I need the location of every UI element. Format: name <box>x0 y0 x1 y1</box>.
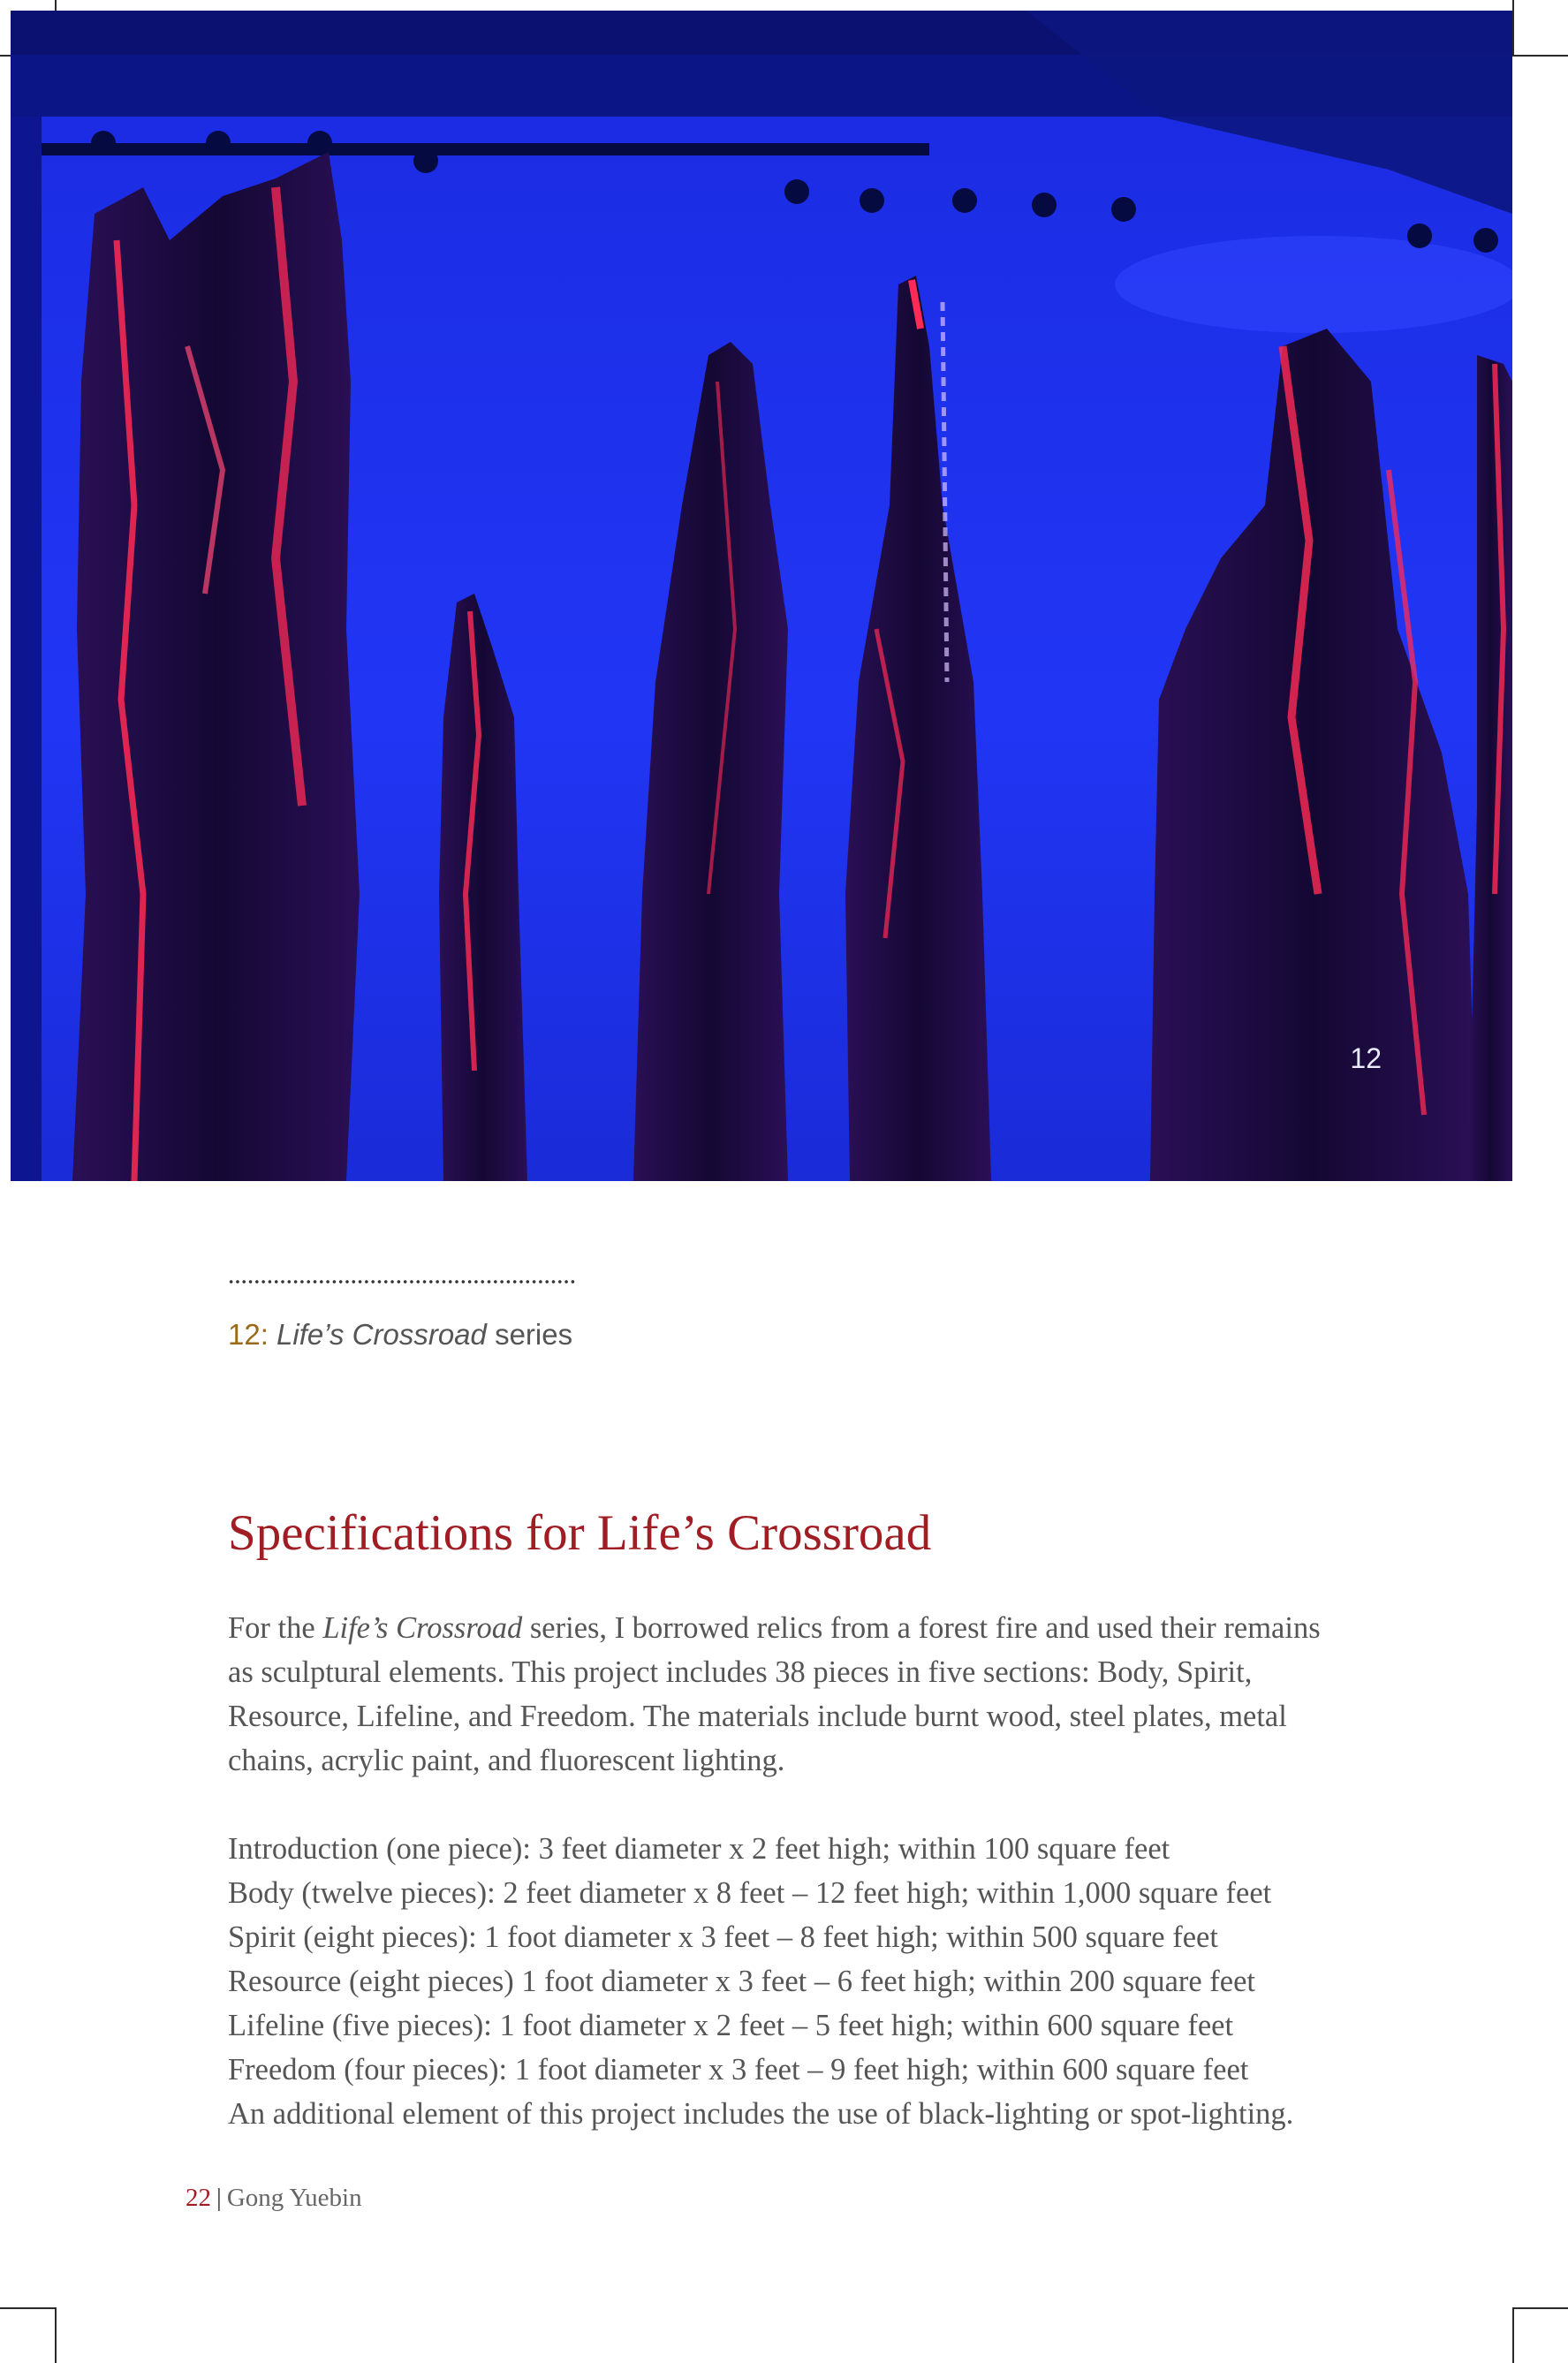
photo-number-label: 12 <box>1350 1042 1382 1074</box>
intro-paragraph <box>228 1606 1394 1783</box>
crop-mark-top-right-h <box>1512 55 1568 57</box>
specifications-list <box>228 1827 1394 2136</box>
track-light <box>206 131 231 155</box>
installation-photo <box>11 11 1512 1181</box>
footer-separator: | <box>216 2184 222 2212</box>
spec-body: Body (twelve pieces): 2 feet diameter x 8 feet – 12 feet high; within 1,000 square feet <box>228 1876 1272 1910</box>
track-light <box>784 179 809 204</box>
spec-freedom: Freedom (four pieces): 1 foot diameter x 3 feet – 9 feet high; within 600 square feet <box>228 2053 1249 2087</box>
caption-suffix: series <box>495 1318 573 1351</box>
spec-spirit: Spirit (eight pieces): 1 foot diameter x 3 feet – 8 feet high; within 500 square feet <box>228 1920 1218 1954</box>
caption-title: Life’s Crossroad <box>276 1318 487 1351</box>
ventilation-duct <box>1115 236 1512 333</box>
track-light <box>1473 228 1498 253</box>
sculpture-left-large <box>72 152 360 1181</box>
spec-lifeline: Lifeline (five pieces): 1 foot diameter x 2 feet – 5 feet high; within 600 square feet <box>228 2009 1234 2042</box>
paragraph-line: chains, acrylic paint, and fluorescent lighting. <box>228 1744 785 1777</box>
track-light <box>860 188 884 213</box>
light-track <box>11 143 929 155</box>
caption-dotted-rule <box>228 1279 578 1284</box>
track-light <box>91 131 116 155</box>
crop-mark-bottom-left-h <box>0 2307 55 2309</box>
paragraph-line: as sculptural elements. This project includes 38 pieces in five sections: Body, Spirit, <box>228 1655 1253 1689</box>
paragraph-line: For the Life’s Crossroad series, I borrowed relics from a forest fire and used their remains <box>228 1611 1321 1645</box>
page-number: 22 <box>186 2184 211 2212</box>
figure-caption <box>228 1318 572 1352</box>
track-light <box>413 148 438 173</box>
track-light <box>307 131 332 155</box>
footer-author: Gong Yuebin <box>226 2184 362 2212</box>
left-wall-edge <box>11 117 42 1181</box>
crop-mark-top-right-v <box>1512 0 1514 55</box>
spec-additional-note: An additional element of this project includes the use of black-lighting or spot-lighting. <box>228 2097 1294 2131</box>
installation-illustration <box>11 11 1512 1181</box>
crop-mark-bottom-left-v <box>55 2307 57 2363</box>
paragraph-line: Resource, Lifeline, and Freedom. The materials include burnt wood, steel plates, metal <box>228 1700 1287 1733</box>
track-light <box>1032 193 1057 217</box>
page-footer <box>186 2184 362 2213</box>
track-light <box>952 188 977 213</box>
crop-mark-bottom-right-h <box>1512 2307 1568 2309</box>
section-heading: Specifications for Life’s Crossroad <box>228 1505 932 1561</box>
crop-mark-bottom-right-v <box>1512 2307 1514 2363</box>
spec-introduction: Introduction (one piece): 3 feet diameter x 2 feet high; within 100 square feet <box>228 1832 1170 1866</box>
track-light <box>1407 223 1432 248</box>
spec-resource: Resource (eight pieces) 1 foot diameter x 3 feet – 6 feet high; within 200 square feet <box>228 1965 1256 1998</box>
track-light <box>1111 197 1136 222</box>
caption-number: 12: <box>228 1318 269 1351</box>
